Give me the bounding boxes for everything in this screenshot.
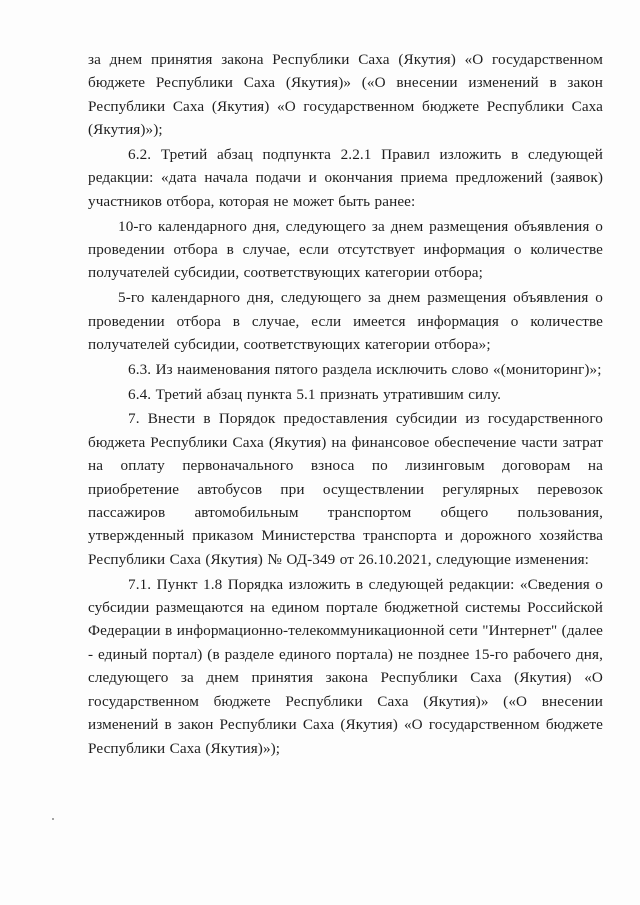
paragraph-10th-day: 10-го календарного дня, следующего за днем размещения объявления о проведении отбора в случае, если отсутствует информация о количестве получателей субсидии, соответствующих категории отбора; bbox=[88, 217, 603, 282]
paragraph-5th-day: 5-го календарного дня, следующего за днем размещения объявления о проведении отбора в случае, если имеется информация о количестве получателей субсидии, соответствующих категории отбора»; bbox=[88, 289, 603, 354]
paragraph-6-3: 6.3. Из наименования пятого раздела исключить слово «(мониторинг)»; bbox=[128, 360, 602, 378]
paragraph-6-4: 6.4. Третий абзац пункта 5.1 признать утратившим силу. bbox=[128, 385, 502, 403]
paragraph-7: 7. Внести в Порядок предоставления субсидии из государственного бюджета Республики Саха (Якутия) на финансовое обеспечение части затрат на оплату первоначального взноса по лизинговым договорам на приобретение автобусов при осуществлении регулярных перевозок пассажиров автомобильным транспортом общего пользования, утвержденный приказом Министерства транспорта и дорожного хозяйства Республики Саха (Якутия) № ОД-349 от 26.10.2021, следующие изменения: bbox=[88, 410, 603, 568]
scan-speck bbox=[52, 818, 54, 820]
document-body bbox=[88, 48, 603, 761]
paragraph-continuation: за днем принятия закона Республики Саха (Якутия) «О государственном бюджете Республики Саха (Якутия)» («О внесении изменений в закон Республики Саха (Якутия) «О государственном бюджете Республики Саха (Якутия)»); bbox=[88, 51, 603, 139]
paragraph-7-1: 7.1. Пункт 1.8 Порядка изложить в следующей редакции: «Сведения о субсидии размещаются на едином портале бюджетной системы Российской Федерации в информационно-телекоммуникационной сети "Интернет" (далее - единый портал) (в разделе единого портала) не позднее 15-го рабочего дня, следующего за днем принятия закона Республики Саха (Якутия) «О государственном бюджете Республики Саха (Якутия)» («О внесении изменений в закон Республики Саха (Якутия) «О государственном бюджете Республики Саха (Якутия)»); bbox=[88, 575, 603, 757]
paragraph-6-2: 6.2. Третий абзац подпункта 2.2.1 Правил изложить в следующей редакции: «дата начала подачи и окончания приема предложений (заявок) участников отбора, которая не может быть ранее: bbox=[88, 146, 603, 210]
